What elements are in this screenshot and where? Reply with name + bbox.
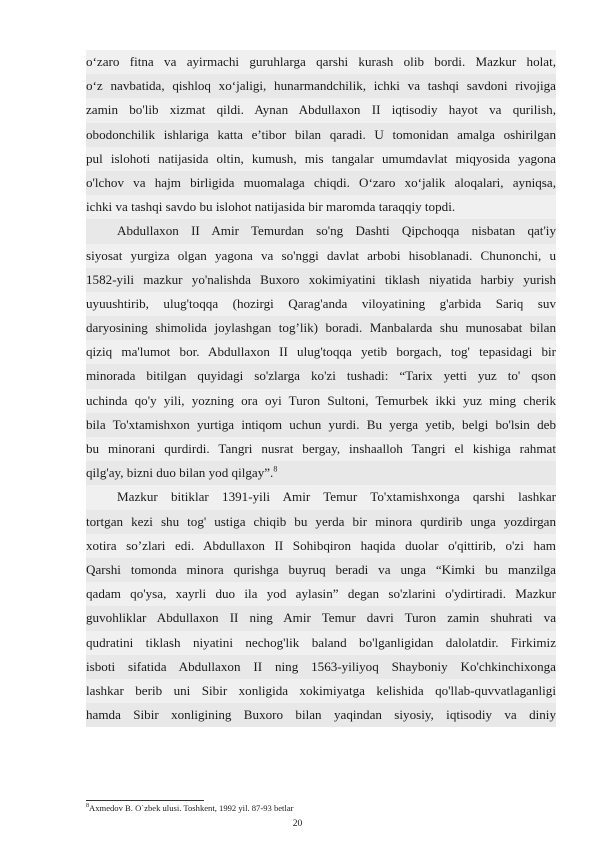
text-line: siyosat yurgiza olgan yagona va so'nggi davlat arbobi hisoblanadi. Chunonchi, u (86, 244, 556, 268)
footnote (86, 803, 294, 813)
text-line: isboti sifatida Abdullaxon II ning 1563-yiliyoq Shayboniy Ko'chkinchixonga (86, 655, 556, 679)
text-line (86, 461, 556, 485)
footnote-number: 8 (86, 803, 89, 810)
text-line: obodonchilik ishlariga katta e’tibor bilan qaradi. U tomonidan amalga oshirilgan (86, 123, 556, 147)
text-line: ichki va tashqi savdo bu islohot natijasida bir maromda taraqqiy topdi. (86, 195, 556, 219)
text-line: qudratini tiklash niyatini nechog'lik baland bo'lganligidan dalolatdir. Firkimiz (86, 631, 556, 655)
text-line: Qarshi tomonda minora qurishga buyruq beradi va unga “Kimki bu manzilga (86, 558, 556, 582)
text-line: xotira so’zlari edi. Abdullaxon II Sohibqiron haqida duolar o'qittirib, o'zi ham (86, 534, 556, 558)
text-line: uyuushtirib, ulug'toqqa (hozirgi Qarag'anda viloyatining g'arbida Sariq suv (86, 292, 556, 316)
page-number: 20 (292, 819, 303, 829)
text-line-content: qilg'ay, bizni duo bilan yod qilgay”. (86, 465, 274, 481)
footnote-text: Axmedov B. O`zbek ulusi. Toshkent, 1992 yil. 87-93 betlar (89, 803, 294, 813)
text-line: Abdullaxon II Amir Temurdan so'ng Dashti Qipchoqqa nisbatan qat'iy (86, 219, 556, 243)
text-line: hamda Sibir xonligining Buxoro bilan yaqindan siyosiy, iqtisodiy va diniy (86, 703, 556, 727)
footnote-divider (86, 800, 204, 801)
text-line: o‘z navbatida, qishloq xo‘jaligi, hunarmandchilik, ichki va tashqi savdoni rivojiga (86, 74, 556, 98)
text-line: lashkar berib uni Sibir xonligida xokimiyatga kelishida qo'llab-quvvatlaganligi (86, 679, 556, 703)
text-line: pul islohoti natijasida oltin, kumush, mis tangalar umumdavlat miqyosida yagona (86, 147, 556, 171)
text-line: qiziq ma'lumot bor. Abdullaxon II ulug'toqqa yetib borgach, tog' tepasidagi bir (86, 340, 556, 364)
text-line: bu minorani qurdirdi. Tangri nusrat bergay, inshaalloh Tangri el kishiga rahmat (86, 437, 556, 461)
footnote-reference[interactable]: 8 (273, 464, 278, 474)
text-line: daryosining shimolida joylashgan tog’lik) boradi. Manbalarda shu munosabat bilan (86, 316, 556, 340)
text-line: qadam qo'ysa, xayrli duo ila yod aylasin” degan so'zlarini o'ydirtiradi. Mazkur (86, 582, 556, 606)
document-body (86, 50, 556, 727)
text-line: bila To'xtamishxon yurtiga intiqom uchun yurdi. Bu yerga yetib, belgi bo'lsin deb (86, 413, 556, 437)
text-line: guvohliklar Abdullaxon II ning Amir Temur davri Turon zamin shuhrati va (86, 606, 556, 630)
text-line: o'lchov va hajm birligida muomalaga chiqdi. O‘zaro xo‘jalik aloqalari, ayniqsa, (86, 171, 556, 195)
text-line: uchinda qo'y yili, yozning ora oyi Turon Sultoni, Temurbek ikki yuz ming cherik (86, 389, 556, 413)
text-line: Mazkur bitiklar 1391-yili Amir Temur To'xtamishxonga qarshi lashkar (86, 485, 556, 509)
text-line: 1582-yili mazkur yo'nalishda Buxoro xokimiyatini tiklash niyatida harbiy yurish (86, 268, 556, 292)
text-line: tortgan kezi shu tog' ustiga chiqib bu yerda bir minora qurdirib unga yozdirgan (86, 510, 556, 534)
text-line: zamin bo'lib xizmat qildi. Aynan Abdullaxon II iqtisodiy hayot va qurilish, (86, 98, 556, 122)
text-line: o‘zaro fitna va ayirmachi guruhlarga qarshi kurash olib bordi. Mazkur holat, (86, 50, 556, 74)
text-line: minorada bitilgan quyidagi so'zlarga ko'zi tushadi: “Tarix yetti yuz to' qson (86, 364, 556, 388)
